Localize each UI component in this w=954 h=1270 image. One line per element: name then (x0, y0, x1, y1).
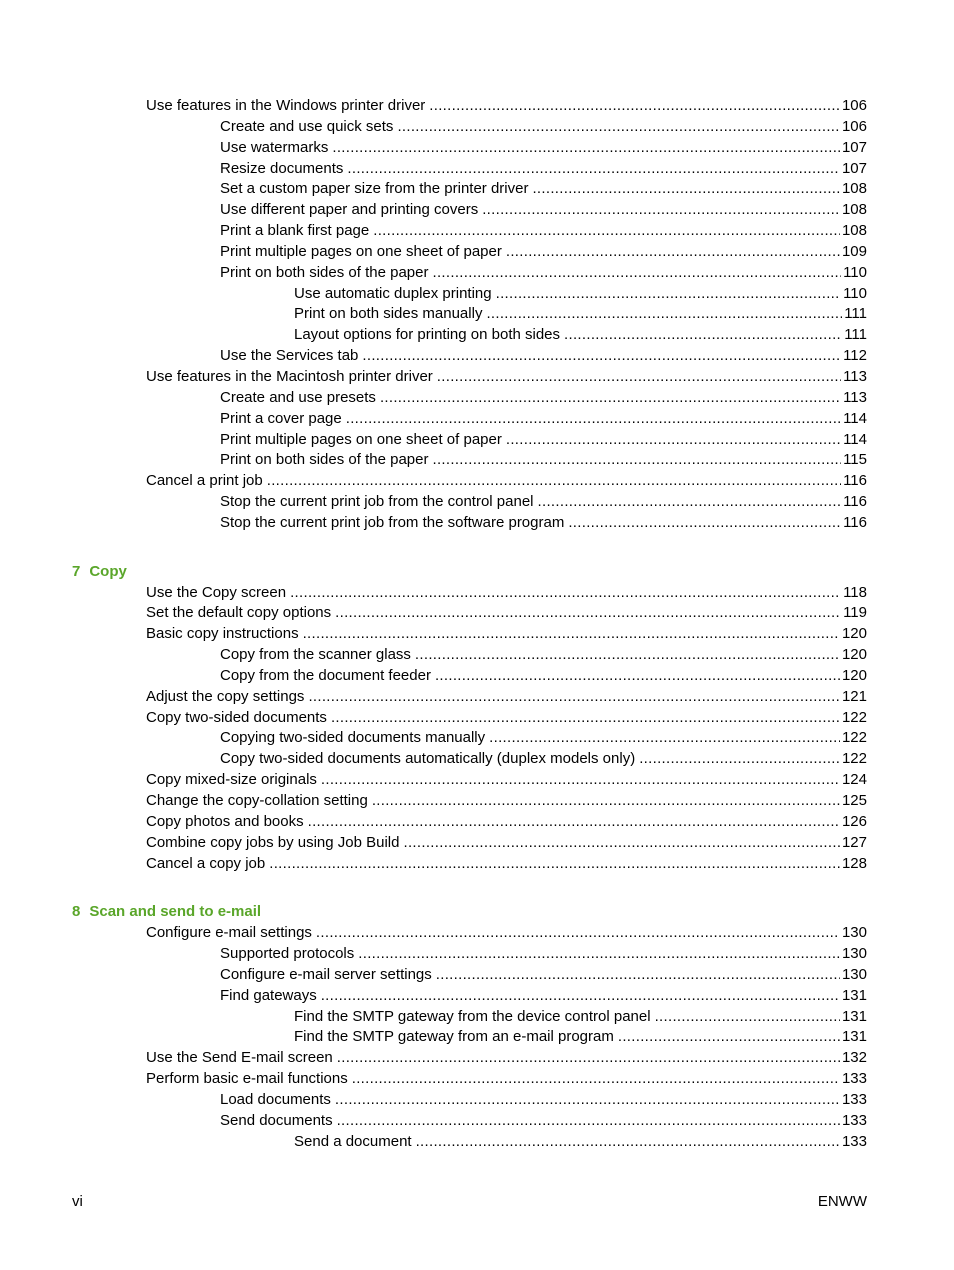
toc-entry[interactable] (0, 242, 954, 263)
toc-entry[interactable] (0, 944, 954, 965)
toc-entry-page-number: 130 (841, 945, 867, 963)
toc-entry-title: Use different paper and printing covers (220, 201, 479, 219)
toc-entry[interactable] (0, 1027, 954, 1048)
toc-entry-title: Combine copy jobs by using Job Build (146, 833, 400, 851)
dot-leader (432, 263, 841, 284)
dot-leader (352, 1069, 840, 1090)
toc-entry-page-number: 106 (841, 97, 867, 114)
toc-entry-page-number: 109 (841, 242, 867, 260)
toc-entry-page-number: 130 (841, 924, 867, 942)
toc-entry[interactable] (0, 367, 954, 388)
dot-leader (308, 687, 840, 708)
chapter-number: 8 (72, 903, 81, 921)
dot-leader (335, 603, 841, 624)
toc-entry-page-number: 116 (843, 513, 867, 531)
toc-entry-page-number: 119 (843, 604, 867, 622)
dot-leader (564, 325, 842, 346)
toc-entry-title: Set a custom paper size from the printer driver (220, 180, 529, 198)
toc-entry-page-number: 112 (843, 347, 867, 365)
toc-entry-page-number: 131 (841, 1028, 867, 1046)
toc-entry-title: Copy two-sided documents automatically (duplex models only) (220, 750, 636, 768)
toc-entry-page-number: 114 (843, 430, 867, 448)
dot-leader (267, 471, 841, 492)
chapter-number: 7 (72, 562, 81, 580)
toc-entry-page-number: 118 (843, 583, 867, 601)
toc-entry-page-number: 106 (841, 117, 867, 135)
toc-entry-page-number: 124 (841, 771, 867, 789)
toc-entry-title: Create and use presets (220, 388, 376, 406)
dot-leader (506, 430, 841, 451)
toc-entry-page-number: 120 (841, 625, 867, 643)
toc-entry[interactable] (0, 409, 954, 430)
dot-leader (346, 409, 841, 430)
toc-entry[interactable] (0, 159, 954, 180)
dot-leader (332, 138, 840, 159)
toc-entry-page-number: 132 (841, 1049, 867, 1067)
chapter-title: Copy (89, 562, 127, 580)
toc-entry-page-number: 128 (841, 854, 867, 872)
dot-leader (308, 812, 840, 833)
toc-entry-page-number: 111 (844, 305, 867, 323)
toc-entry-page-number: 130 (841, 965, 867, 983)
toc-entry-page-number: 120 (841, 646, 867, 664)
toc-entry-title: Use automatic duplex printing (294, 284, 492, 302)
toc-entry-title: Use the Copy screen (146, 583, 287, 601)
toc-entry[interactable] (0, 471, 954, 492)
dot-leader (362, 346, 841, 367)
dot-leader (380, 388, 841, 409)
chapter-heading[interactable] (0, 562, 954, 583)
toc-entry-page-number: 131 (841, 986, 867, 1004)
dot-leader (316, 923, 840, 944)
dot-leader (372, 791, 840, 812)
toc-entry-title: Copy photos and books (146, 812, 304, 830)
toc-entry-page-number: 133 (841, 1132, 867, 1150)
toc-entry-title: Send documents (220, 1111, 333, 1129)
toc-entry-page-number: 116 (843, 493, 867, 511)
toc-entry-page-number: 133 (841, 1090, 867, 1108)
toc-entry-title: Configure e-mail server settings (220, 965, 432, 983)
dot-leader (639, 749, 840, 770)
dot-leader (436, 965, 840, 986)
dot-leader (482, 200, 840, 221)
toc-entry[interactable] (0, 1048, 954, 1069)
toc-entry[interactable] (0, 200, 954, 221)
toc-entry-page-number: 113 (843, 367, 867, 385)
toc-entry[interactable] (0, 770, 954, 791)
toc-entry-title: Print a blank first page (220, 222, 370, 240)
toc-entry[interactable] (0, 492, 954, 513)
dot-leader (337, 1111, 840, 1132)
dot-leader (331, 708, 840, 729)
toc-entry[interactable] (0, 284, 954, 305)
dot-leader (337, 1048, 840, 1069)
toc-entry-title: Layout options for printing on both sides (294, 326, 561, 344)
toc-entry-page-number: 111 (844, 326, 867, 344)
toc-entry[interactable] (0, 221, 954, 242)
toc-entry[interactable] (0, 450, 954, 471)
toc-entry-title: Print on both sides of the paper (220, 451, 429, 469)
dot-leader (290, 583, 841, 604)
toc-entry[interactable] (0, 388, 954, 409)
toc-entry-title: Stop the current print job from the control panel (220, 493, 534, 511)
toc-entry-title: Print a cover page (220, 409, 342, 427)
toc-entry-page-number: 110 (843, 284, 867, 302)
dot-leader (269, 854, 840, 875)
toc-entry-title: Use the Send E-mail screen (146, 1049, 333, 1067)
toc-entry-title: Use features in the Windows printer driver (146, 97, 426, 114)
toc-entry-page-number: 122 (841, 729, 867, 747)
toc-entry-title: Stop the current print job from the software program (220, 513, 565, 531)
toc-entry-title: Cancel a print job (146, 472, 263, 490)
toc-entry-title: Use watermarks (220, 138, 329, 156)
toc-entry[interactable] (0, 1069, 954, 1090)
dot-leader (403, 833, 839, 854)
toc-entry-page-number: 108 (841, 201, 867, 219)
dot-leader (321, 986, 840, 1007)
dot-leader (532, 179, 840, 200)
dot-leader (321, 770, 840, 791)
toc-entry[interactable] (0, 325, 954, 346)
toc-entry-page-number: 131 (841, 1007, 867, 1025)
toc-entry-page-number: 113 (843, 388, 867, 406)
toc-entry-title: Configure e-mail settings (146, 924, 312, 942)
footer-doc-code: ENWW (817, 1193, 867, 1210)
toc-entry-page-number: 114 (843, 409, 867, 427)
toc-entry-page-number: 127 (841, 833, 867, 851)
toc-entry-page-number: 108 (841, 222, 867, 240)
toc-entry-title: Load documents (220, 1090, 331, 1108)
footer-page-number: vi (72, 1193, 83, 1210)
toc-entry-page-number: 107 (841, 159, 867, 177)
toc-entry-title: Create and use quick sets (220, 117, 394, 135)
toc-entry-title: Find gateways (220, 986, 317, 1004)
toc-entry-title: Basic copy instructions (146, 625, 299, 643)
toc-entry[interactable] (0, 513, 954, 534)
toc-entry-page-number: 108 (841, 180, 867, 198)
toc-entry[interactable] (0, 791, 954, 812)
toc-entry-title: Perform basic e-mail functions (146, 1070, 348, 1088)
toc-entry[interactable] (0, 833, 954, 854)
toc-entry-title: Supported protocols (220, 945, 355, 963)
toc-entry-title: Copy two-sided documents (146, 708, 327, 726)
toc-entry[interactable] (0, 603, 954, 624)
toc-entry[interactable] (0, 304, 954, 325)
toc-entry-title: Copying two-sided documents manually (220, 729, 486, 747)
dot-leader (486, 304, 842, 325)
toc-entry-title: Print multiple pages on one sheet of paper (220, 242, 502, 260)
toc-entry-page-number: 121 (841, 687, 867, 705)
dot-leader (429, 96, 840, 117)
dot-leader (303, 624, 840, 645)
toc-entry[interactable] (0, 1090, 954, 1111)
toc-entry-title: Change the copy-collation setting (146, 792, 368, 809)
toc-entry[interactable] (0, 1007, 954, 1028)
toc-entry[interactable] (0, 645, 954, 666)
dot-leader (397, 117, 840, 138)
toc-entry-title: Cancel a copy job (146, 854, 266, 872)
toc-entry-page-number: 133 (841, 1111, 867, 1129)
dot-leader (496, 284, 841, 305)
toc-entry-page-number: 120 (841, 666, 867, 684)
toc-entry-page-number: 122 (841, 708, 867, 726)
toc-entry-page-number: 133 (841, 1070, 867, 1088)
toc-entry-title: Print on both sides of the paper (220, 263, 429, 281)
toc-entry-title: Print on both sides manually (294, 305, 483, 323)
toc-entry[interactable] (0, 1132, 954, 1153)
toc-entry[interactable] (0, 923, 954, 944)
section-spacer (0, 874, 954, 902)
toc-entry-title: Copy from the document feeder (220, 666, 431, 684)
toc-entry[interactable] (0, 1111, 954, 1132)
chapter-title: Scan and send to e-mail (89, 903, 262, 921)
dot-leader (506, 242, 840, 263)
toc-entry[interactable] (0, 138, 954, 159)
dot-leader (437, 367, 841, 388)
dot-leader (618, 1027, 840, 1048)
toc-entry[interactable] (0, 687, 954, 708)
dot-leader (655, 1007, 840, 1028)
toc-entry-page-number: 115 (843, 451, 867, 469)
toc-entry[interactable] (0, 708, 954, 729)
toc-entry-page-number: 110 (843, 263, 867, 281)
toc-entry-title: Print multiple pages on one sheet of paper (220, 430, 502, 448)
dot-leader (489, 728, 840, 749)
page-footer (72, 1192, 867, 1212)
toc-entry[interactable] (0, 263, 954, 284)
toc-entry-title: Send a document (294, 1132, 412, 1150)
toc-entry-title: Use features in the Macintosh printer driver (146, 367, 433, 385)
toc-entry[interactable] (0, 749, 954, 770)
toc-entry-title: Set the default copy options (146, 604, 332, 622)
dot-leader (415, 645, 840, 666)
dot-leader (358, 944, 840, 965)
toc-entry[interactable] (0, 965, 954, 986)
toc-entry-page-number: 116 (843, 472, 867, 490)
toc-entry-page-number: 126 (841, 812, 867, 830)
toc-entry-title: Resize documents (220, 159, 344, 177)
dot-leader (416, 1132, 840, 1153)
toc-entry-title: Adjust the copy settings (146, 687, 305, 705)
dot-leader (538, 492, 842, 513)
dot-leader (432, 450, 841, 471)
table-of-contents (0, 96, 954, 1153)
toc-entry[interactable] (0, 986, 954, 1007)
toc-entry[interactable] (0, 624, 954, 645)
toc-entry[interactable] (0, 812, 954, 833)
toc-entry-page-number: 122 (841, 750, 867, 768)
toc-entry[interactable] (0, 854, 954, 875)
dot-leader (347, 159, 840, 180)
toc-entry-page-number: 125 (841, 792, 867, 809)
dot-leader (335, 1090, 840, 1111)
toc-entry-title: Copy mixed-size originals (146, 771, 317, 789)
toc-entry-title: Find the SMTP gateway from an e-mail program (294, 1028, 614, 1046)
toc-entry[interactable] (0, 666, 954, 687)
toc-entry[interactable] (0, 583, 954, 604)
dot-leader (373, 221, 840, 242)
dot-leader (435, 666, 840, 687)
toc-entry[interactable] (0, 728, 954, 749)
toc-entry[interactable] (0, 346, 954, 367)
toc-entry[interactable] (0, 96, 954, 117)
toc-entry[interactable] (0, 430, 954, 451)
dot-leader (568, 513, 841, 534)
toc-entry-title: Use the Services tab (220, 347, 359, 365)
toc-entry[interactable] (0, 117, 954, 138)
chapter-heading[interactable] (0, 902, 954, 923)
toc-entry-title: Copy from the scanner glass (220, 646, 411, 664)
toc-entry-page-number: 107 (841, 138, 867, 156)
toc-entry-title: Find the SMTP gateway from the device control panel (294, 1007, 651, 1025)
toc-entry[interactable] (0, 179, 954, 200)
section-spacer (0, 534, 954, 562)
